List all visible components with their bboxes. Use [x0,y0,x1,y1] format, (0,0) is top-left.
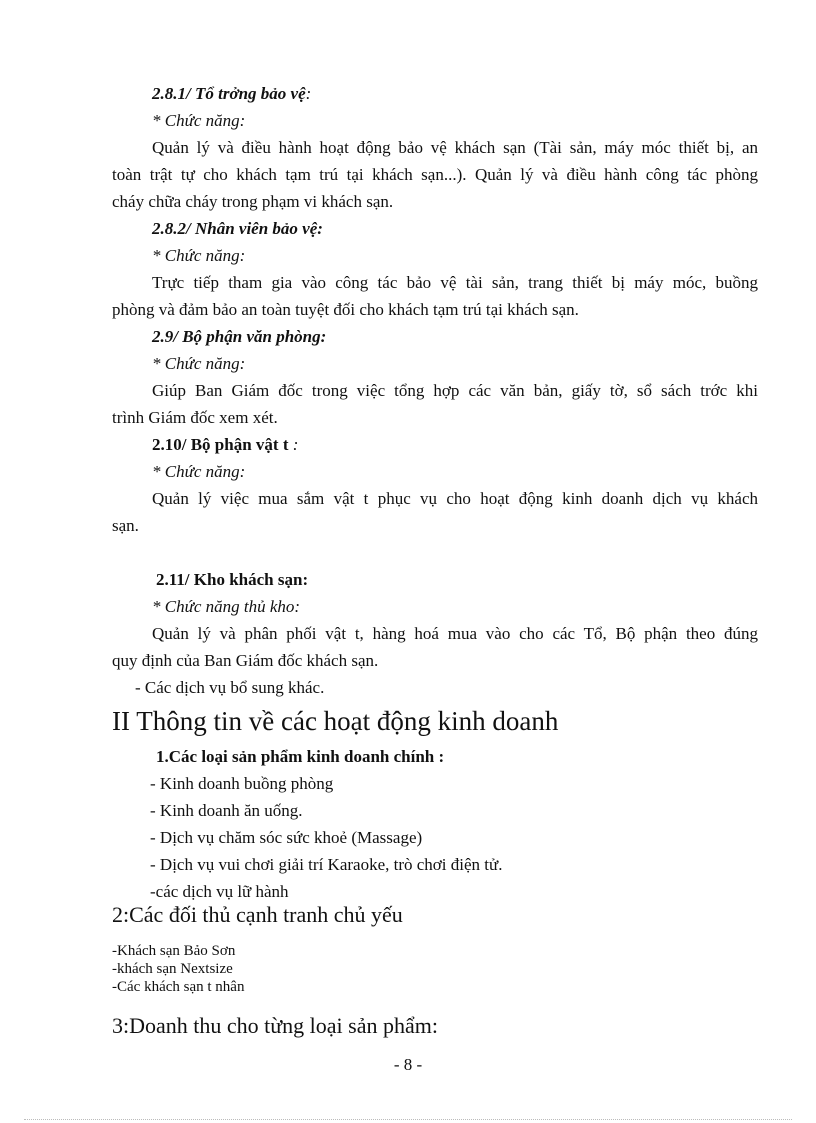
section-2-8-1-title: 2.8.1/ Tổ trởng bảo vệ: [152,84,312,103]
paragraph-line: cháy chữa cháy trong phạm vi khách sạn. [112,192,394,211]
paragraph-line: Giúp Ban Giám đốc trong việc tổng hợp các văn bản, giấy tờ, sổ sách trớc khi [152,381,758,400]
paragraph-line: Quản lý và điều hành hoạt động bảo vệ khách sạn (Tài sản, máy móc thiết bị, an [152,138,758,157]
list-item: -các dịch vụ lữ hành [150,882,289,901]
paragraph-line: trình Giám đốc xem xét. [112,408,278,427]
section-ii-heading: II Thông tin về các hoạt động kinh doanh [112,706,559,736]
paragraph-line: toàn trật tự cho khách tạm trú tại khách sạn...). Quản lý và điều hành công tác phòng [112,165,758,184]
section-2-11-title: 2.11/ Kho khách sạn: [156,570,309,589]
paragraph-line: quy định của Ban Giám đốc khách sạn. [112,651,379,670]
competitor-item: -Khách sạn Bảo Sơn [112,943,236,959]
paragraph-line: Quản lý và phân phối vật t, hàng hoá mua vào cho các Tổ, Bộ phận theo đúng [152,624,758,643]
section-2-8-2-title: 2.8.2/ Nhân viên bảo vệ: [152,219,323,238]
paragraph-line: sạn. [112,516,139,535]
products-subheading: 1.Các loại sản phẩm kinh doanh chính : [156,747,445,766]
section-2-10-title: 2.10/ Bộ phận vật t : [152,435,299,454]
revenue-heading: 3:Doanh thu cho từng loại sản phẩm: [112,1013,438,1038]
function-label: * Chức năng: [152,111,246,130]
paragraph-line: Trực tiếp tham gia vào công tác bảo vệ tài sản, trang thiết bị máy móc, buồng [152,273,758,292]
list-item: - Dịch vụ vui chơi giải trí Karaoke, trò chơi điện tử. [150,855,503,874]
function-label: * Chức năng thủ kho: [152,597,301,616]
competitor-item: -khách sạn Nextsize [112,961,233,977]
competitor-item: -Các khách sạn t nhân [112,979,245,995]
paragraph-line: phòng và đảm bảo an toàn tuyệt đối cho khách tạm trú tại khách sạn. [112,300,579,319]
function-label: * Chức năng: [152,246,246,265]
function-label: * Chức năng: [152,462,246,481]
paragraph-line: - Các dịch vụ bổ sung khác. [135,678,325,697]
list-item: - Kinh doanh ăn uống. [150,801,303,820]
list-item: - Dịch vụ chăm sóc sức khoẻ (Massage) [150,828,423,847]
competitors-heading: 2:Các đối thủ cạnh tranh chủ yếu [112,902,403,927]
page-number: - 8 - [393,1055,423,1074]
list-item: - Kinh doanh buồng phòng [150,774,334,793]
function-label: * Chức năng: [152,354,246,373]
page-bottom-divider [24,1119,792,1120]
paragraph-line: Quản lý việc mua sắm vật t phục vụ cho hoạt động kinh doanh dịch vụ khách [152,489,758,508]
section-2-9-title: 2.9/ Bộ phận văn phòng: [152,327,327,346]
